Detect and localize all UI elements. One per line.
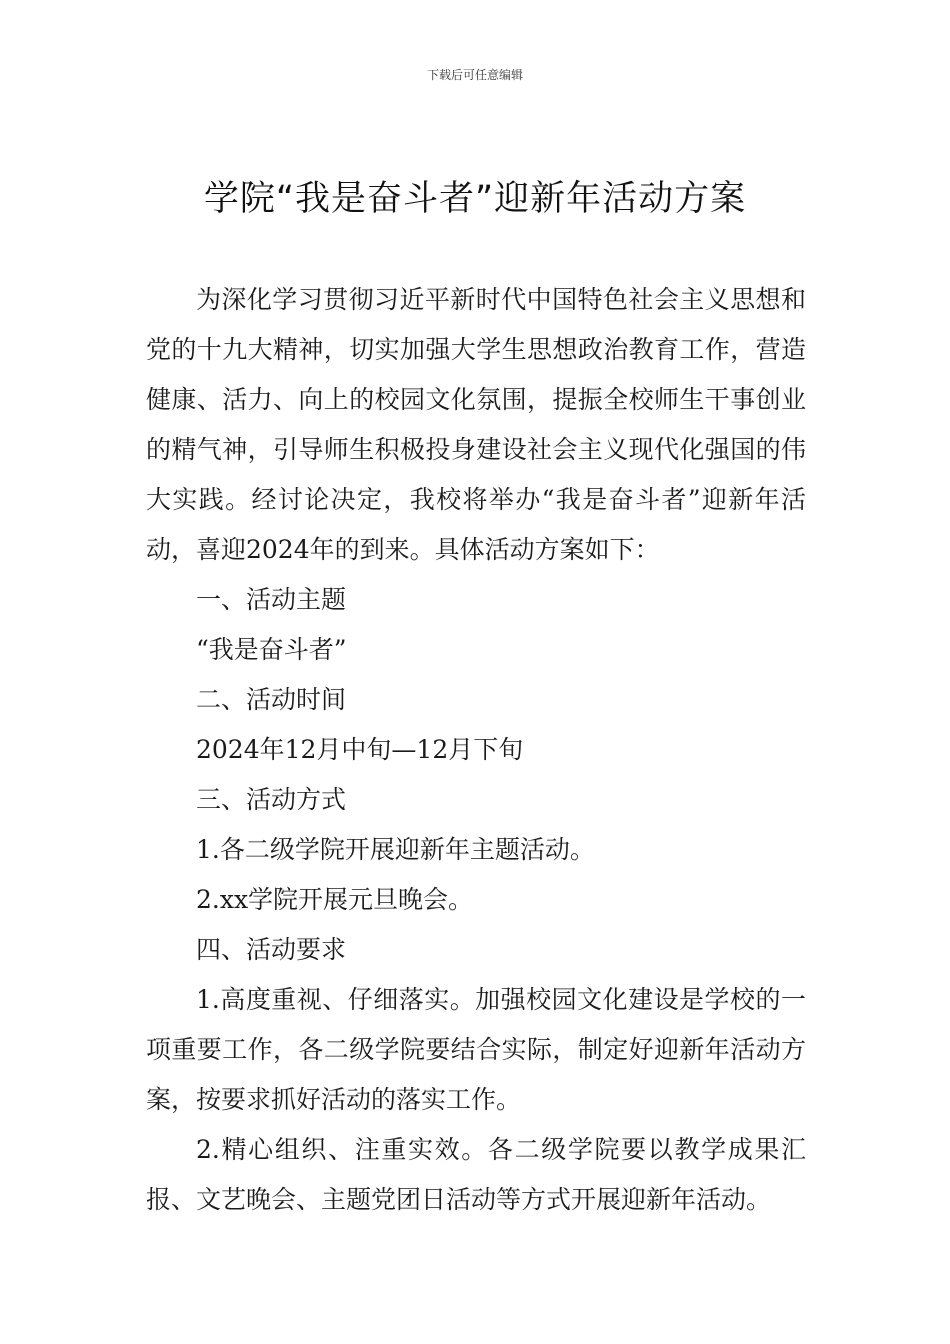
section-heading-time: 二、活动时间 [196, 685, 347, 714]
section-heading-requirements: 四、活动要求 [196, 935, 347, 964]
header-note: 下载后可任意编辑 [426, 68, 523, 82]
document-body [146, 275, 806, 1225]
theme-text: “我是奋斗者” [196, 635, 347, 664]
intro-paragraph: 为深化学习贯彻习近平新时代中国特色社会主义思想和党的十九大精神，切实加强大学生思想政治教育工作，营造健康、活力、向上的校园文化氛围，提振全校师生干事创业的精气神，引导师生积极投身建设社会主义现代化强国的伟大实践。经讨论决定，我校将举办“我是奋斗者”迎新年活动，喜迎2024年的到来。具体活动方案如下： [146, 285, 806, 564]
requirement-item-2: 2.精心组织、注重实效。各二级学院要以教学成果汇报、文艺晚会、主题党团日活动等方式开展迎新年活动。 [146, 1135, 806, 1214]
section-heading-method: 三、活动方式 [196, 785, 347, 814]
section-heading-theme: 一、活动主题 [196, 585, 347, 614]
method-item-1: 1.各二级学院开展迎新年主题活动。 [196, 835, 595, 864]
method-item-2: 2.xx学院开展元旦晚会。 [196, 885, 474, 914]
document-title: 学院“我是奋斗者”迎新年活动方案 [203, 179, 747, 219]
time-text: 2024年12月中旬—12月下旬 [196, 735, 524, 764]
requirement-item-1: 1.高度重视、仔细落实。加强校园文化建设是学校的一项重要工作，各二级学院要结合实际，制定好迎新年活动方案，按要求抓好活动的落实工作。 [146, 985, 806, 1114]
